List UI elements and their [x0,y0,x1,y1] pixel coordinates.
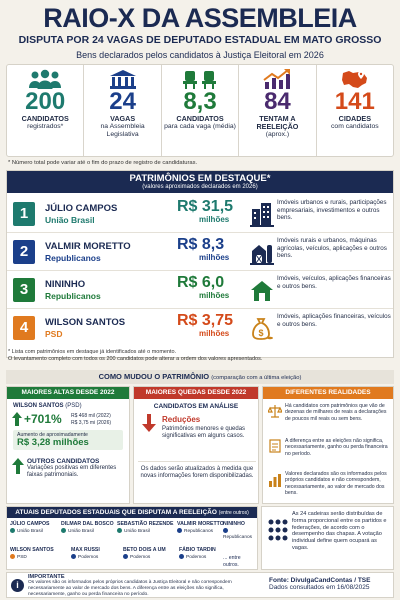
candidate-name: WILSON SANTOS [45,317,126,328]
chairs-icon [162,69,238,89]
maiores-quedas-panel [133,386,259,504]
aumento-label: Aumento de aproximadamente [17,432,88,438]
footer-source [269,577,391,591]
party-dot [117,528,122,533]
altas-candidate [13,403,82,409]
stat-number: 24 [109,88,136,115]
value-2026: R$ 3,75 mi (2026) [71,419,112,426]
deputado-name: WILSON SANTOS [10,547,54,553]
deputados-title: ATUAIS DEPUTADOS ESTADUAIS QUE DISPUTAM A REELEIÇÃO [15,509,217,516]
page-title: RAIO-X DA ASSEMBLEIA [43,3,357,33]
quedas-header: MAIORES QUEDAS DESDE 2022 [134,387,258,399]
stat-reeleicao [239,65,316,156]
asset-unit: milhões [199,329,230,338]
stat-label: VAGAS [110,114,136,123]
deputado-party: Republicanos [184,528,214,534]
deputado-item [177,521,224,535]
footnote-list [8,349,262,363]
deputado-item [123,547,166,561]
deputado-party: Podemos [78,554,99,560]
stat-label: CANDIDATOS [176,114,224,123]
deputado-item [61,521,114,535]
stats-panel [6,64,394,157]
patrimonio-header [7,171,393,193]
altas-party: (PSD) [65,403,82,409]
deputado-name: SEBASTIÃO REZENDE [117,521,174,527]
patrimonio-subtitle: (valores aproximados declarados em 2026) [142,184,258,190]
rank-badge: 4 [13,316,35,340]
asset-unit: milhões [199,253,230,262]
party-dot [123,554,128,559]
diferentes-realidades-panel [262,386,394,504]
patrimonio-title: PATRIMÔNIOS EM DESTAQUE* [129,173,271,184]
patrimonio-row-4 [7,309,393,347]
candidate-party: PSD [45,329,63,339]
realidade-item-1: Há candidatos com patrimônios que vão de dezenas de milhares de reais a declarações de poucos mil reais ou sem bens. [285,403,387,422]
stat-number: 8,3 [183,88,217,115]
stat-number: 84 [264,88,291,115]
asset-value: R$ 31,5 [177,198,234,215]
buildings-icon [250,201,274,227]
deputado-name: VALMIR MORETTO [177,521,224,527]
realidade-item-2: A diferença entre as eleições não significa, necessariamente, ganho ou perda financeira no período. [285,438,388,457]
footnote-line: * Lista com patrimônios em destaque já identificados até o momento. [8,349,177,355]
stat-sub: (aprox.) [265,131,290,138]
como-mudou-title: COMO MUDOU O PATRIMÔNIO [98,372,210,381]
page-tagline: Bens declarados pelos candidatos à Justiça Eleitoral em 2026 [76,50,324,60]
altas-percent: +701% [24,412,62,426]
stat-sub: registrados* [27,123,64,130]
stat-sub: com candidatos [331,123,379,130]
asset-unit: milhões [199,215,230,224]
como-mudou-header [6,370,394,384]
realidade-item-3: Valores declarados são os informados pelos próprios candidatos e não correspondem, necessariamente, ao valor de mercado dos bens. [285,471,387,497]
document-icon [268,439,282,458]
aumento-value: R$ 3,28 milhões [17,437,89,448]
party-dot [179,554,184,559]
outros-text: Variações positivas em diferentes faixas patrimoniais. [27,465,117,479]
patrimonio-panel [6,170,394,358]
farm-icon [250,239,274,265]
asset-value: R$ 8,3 [177,236,225,253]
party-dot [71,554,76,559]
header [0,3,400,61]
deputado-name: NININHO [223,521,245,527]
candidate-party: Republicanos [45,291,101,301]
deputado-party: Republicanos [223,534,253,540]
party-dot [61,528,66,533]
deputados-panel [6,506,258,570]
asset-value: R$ 3,75 [177,312,234,329]
rank-badge: 1 [13,202,35,226]
asset-unit: milhões [199,291,230,300]
deputados-header [7,507,257,518]
quedas-bottom: Os dados serão atualizados à medida que novas informações forem disponibilizadas. [140,466,254,480]
deputados-more: ... entre outros. [223,555,241,568]
deputado-party: PSD [17,554,27,560]
stat-sub: para cada vaga (média) [164,123,236,130]
deputado-party: União Brasil [124,528,150,534]
patrimonio-row-2 [7,233,393,271]
stat-number: 200 [25,88,66,115]
footnote-line: O levantamento completo com todos os 200 candidatos pode alterar a ordem dos valores apresentados. [8,356,263,362]
deputado-name: BETO DOIS A UM [123,547,166,553]
altas-header: MAIORES ALTAS DESDE 2022 [7,387,129,399]
reducoes-label: Reduções [162,415,201,424]
arrow-up-icon [12,412,22,431]
altas-name: WILSON SANTOS [13,403,64,409]
growth-icon [239,69,315,89]
bar-chart-icon [268,473,282,492]
deputado-item [10,547,54,561]
map-icon [317,69,393,89]
candidate-party: Republicanos [45,253,101,263]
asset-description: Imóveis urbanos e rurais, participações empresariais, investimentos e outros bens. [277,199,387,222]
stat-label: CANDIDATOS [21,114,69,123]
svg-text:$: $ [258,328,264,338]
deputado-name: JÚLIO CAMPOS [10,521,50,527]
capitol-icon [84,69,160,89]
arrow-down-icon [142,414,156,437]
deputado-item [71,547,100,561]
candidate-party: União Brasil [45,215,95,225]
deputados-sub: (entre outros) [218,510,249,516]
seats-text: As 24 cadeiras serão distribuídas de forma proporcional entre os partidos e federações, de acordo com o desempenho das chapas. A votação individual define quem ocupará as vagas. [292,511,387,551]
rank-badge: 2 [13,240,35,264]
footer-title: IMPORTANTE [28,574,65,580]
stat-candidatos [7,65,84,156]
altas-values [71,413,111,426]
aumento-box [13,430,123,450]
deputado-item [223,521,257,541]
value-2022: R$ 468 mil (2022) [71,413,111,419]
footer-text: Os valores são os informados pelos próprios candidatos à Justiça Eleitoral e não correspondem necessariamente ao valor de mercado dos bens. A diferença entre as eleições não significa, necessariamente, ganho ou perda financeira no período. [28,580,232,597]
deputado-item [10,521,50,535]
asset-value: R$ 6,0 [177,274,225,291]
deputado-item [117,521,174,535]
maiores-altas-panel [6,386,130,504]
candidate-name: JÚLIO CAMPOS [45,203,118,214]
party-dot [177,528,182,533]
stat-vagas [84,65,161,156]
deputado-name: DILMAR DAL BOSCO [61,521,114,527]
patrimonio-row-1 [7,195,393,233]
seats-icon [267,517,289,548]
source-date: Dados consultados em 16/08/2025 [269,584,370,591]
arrow-up-icon [12,458,24,479]
deputado-party: Podemos [186,554,207,560]
party-dot [10,528,15,533]
people-icon [7,69,83,89]
deputado-party: União Brasil [68,528,94,534]
deputado-party: Podemos [130,554,151,560]
stat-cidades [317,65,393,156]
quedas-text: Patrimônios menores e quedas significativas em alguns casos. [162,426,246,440]
footer-panel [6,572,394,598]
deputado-name: FÁBIO TARDIN [179,547,216,553]
rank-badge: 3 [13,278,35,302]
stat-number: 141 [334,88,375,115]
source-text: Fonte: DivulgaCandContas / TSE [269,577,371,584]
footnote-candidates: * Número total pode variar até o fim do prazo de registro de candidaturas. [8,160,198,166]
party-dot [10,554,15,559]
asset-description: Imóveis, aplicações financeiras, veículos e outros bens. [277,313,391,328]
stat-label: CIDADES [338,114,371,123]
info-icon: i [11,579,24,592]
stat-label: TENTAM A REELEIÇÃO [256,114,299,131]
candidate-name: NININHO [45,279,86,290]
cadeiras-panel [261,506,394,570]
deputado-party: União Brasil [17,528,43,534]
como-mudou-sub: (comparação com a última eleição) [211,375,302,381]
house-icon [250,277,274,303]
asset-description: Imóveis rurais e urbanos, máquinas agrícolas, veículos, aplicações e outros bens. [277,237,387,260]
stat-concorrencia [162,65,239,156]
candidate-name: VALMIR MORETTO [45,241,131,252]
quedas-title: CANDIDATOS EM ANÁLISE [153,403,239,410]
page-subtitle: DISPUTA POR 24 VAGAS DE DEPUTADO ESTADUAL EM MATO GROSSO [18,34,382,46]
outros-candidatos [27,458,127,479]
stat-sub: na Assembleia Legislativa [100,123,145,138]
party-dot [223,528,228,533]
realidades-header: DIFERENTES REALIDADES [263,387,393,399]
money-bag-icon [250,315,274,341]
scale-icon [268,404,282,423]
asset-description: Imóveis, veículos, aplicações financeiras e outros bens. [277,275,391,290]
deputado-item [179,547,216,561]
patrimonio-row-3 [7,271,393,309]
deputado-name: MAX RUSSI [71,547,100,553]
outros-title: OUTROS CANDIDATOS [27,458,100,465]
footer-important [28,574,260,597]
